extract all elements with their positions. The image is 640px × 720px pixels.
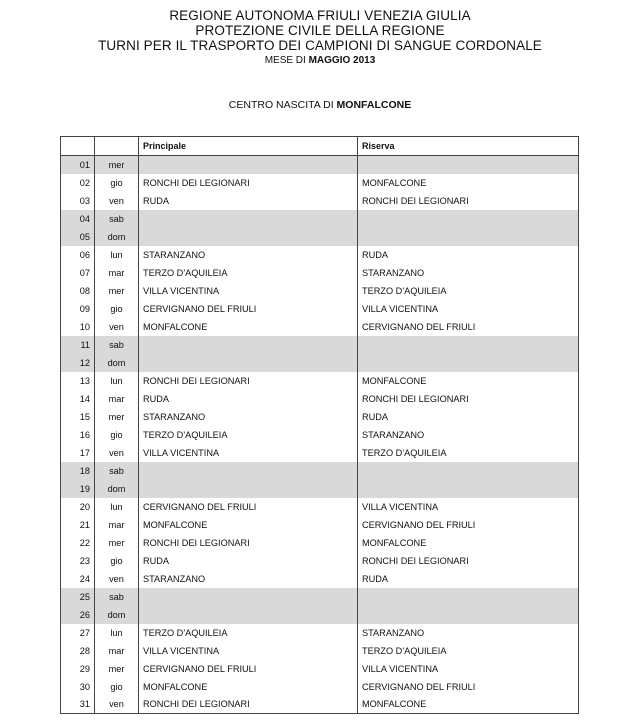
table-row (61, 156, 579, 174)
table-row (61, 228, 579, 246)
cell-date-number: 19 (61, 480, 95, 498)
cell-principale: VILLA VICENTINA (139, 282, 358, 300)
table-row (61, 264, 579, 282)
cell-weekday: lun (95, 246, 139, 264)
cell-date-number: 27 (61, 624, 95, 642)
cell-date-number: 31 (61, 696, 95, 714)
table-row (61, 498, 579, 516)
cell-date-number: 17 (61, 444, 95, 462)
cell-riserva (358, 210, 579, 228)
table-row (61, 282, 579, 300)
cell-riserva: STARANZANO (358, 264, 579, 282)
table-row (61, 696, 579, 714)
table-row (61, 660, 579, 678)
cell-date-number: 23 (61, 552, 95, 570)
table-row (61, 534, 579, 552)
cell-principale: CERVIGNANO DEL FRIULI (139, 498, 358, 516)
cell-principale: RUDA (139, 552, 358, 570)
header-civil-protection: PROTEZIONE CIVILE DELLA REGIONE (195, 23, 445, 38)
table-row (61, 174, 579, 192)
table-body (61, 156, 579, 714)
cell-principale: TERZO D'AQUILEIA (139, 426, 358, 444)
cell-date-number: 30 (61, 678, 95, 696)
cell-principale: TERZO D'AQUILEIA (139, 264, 358, 282)
cell-riserva: VILLA VICENTINA (358, 498, 579, 516)
cell-principale (139, 606, 358, 624)
cell-weekday: gio (95, 678, 139, 696)
table-row (61, 462, 579, 480)
cell-weekday: mer (95, 534, 139, 552)
cell-riserva: TERZO D'AQUILEIA (358, 444, 579, 462)
cell-weekday: mer (95, 660, 139, 678)
table-row (61, 552, 579, 570)
cell-riserva: STARANZANO (358, 624, 579, 642)
cell-principale: MONFALCONE (139, 516, 358, 534)
month-value: MAGGIO 2013 (308, 55, 376, 66)
cell-weekday: dom (95, 354, 139, 372)
table-row (61, 300, 579, 318)
cell-date-number: 11 (61, 336, 95, 354)
cell-weekday: dom (95, 228, 139, 246)
cell-riserva (358, 228, 579, 246)
col-header-date (61, 137, 95, 156)
cell-principale: RONCHI DEI LEGIONARI (139, 696, 358, 714)
header-month (0, 54, 640, 67)
cell-weekday: lun (95, 498, 139, 516)
cell-date-number: 02 (61, 174, 95, 192)
col-header-riserva: Riserva (358, 137, 579, 156)
cell-weekday: gio (95, 174, 139, 192)
cell-riserva: RUDA (358, 570, 579, 588)
cell-weekday: sab (95, 588, 139, 606)
cell-date-number: 28 (61, 642, 95, 660)
month-prefix: MESE DI (264, 55, 309, 66)
cell-riserva: CERVIGNANO DEL FRIULI (358, 678, 579, 696)
cell-date-number: 24 (61, 570, 95, 588)
table-row (61, 678, 579, 696)
cell-weekday: dom (95, 606, 139, 624)
table-row (61, 372, 579, 390)
cell-weekday: lun (95, 372, 139, 390)
cell-riserva: MONFALCONE (358, 696, 579, 714)
cell-date-number: 15 (61, 408, 95, 426)
shift-table (60, 136, 579, 714)
cell-date-number: 12 (61, 354, 95, 372)
cell-principale (139, 354, 358, 372)
cell-date-number: 16 (61, 426, 95, 444)
table-row (61, 354, 579, 372)
cell-principale: RUDA (139, 192, 358, 210)
cell-principale (139, 480, 358, 498)
table-row (61, 480, 579, 498)
cell-riserva: MONFALCONE (358, 372, 579, 390)
cell-principale (139, 462, 358, 480)
table-row (61, 210, 579, 228)
birth-center-title (0, 99, 640, 111)
cell-weekday: mer (95, 408, 139, 426)
table-row (61, 408, 579, 426)
cell-date-number: 20 (61, 498, 95, 516)
center-name: MONFALCONE (336, 99, 412, 111)
cell-weekday: mar (95, 642, 139, 660)
center-prefix: CENTRO NASCITA DI (228, 99, 337, 111)
cell-principale (139, 588, 358, 606)
table-row (61, 624, 579, 642)
table-row (61, 516, 579, 534)
cell-weekday: mar (95, 264, 139, 282)
table-header-row (61, 137, 579, 156)
cell-principale: STARANZANO (139, 408, 358, 426)
cell-principale (139, 210, 358, 228)
cell-principale: RONCHI DEI LEGIONARI (139, 174, 358, 192)
cell-riserva (358, 606, 579, 624)
cell-principale: CERVIGNANO DEL FRIULI (139, 300, 358, 318)
cell-principale: RUDA (139, 390, 358, 408)
cell-weekday: sab (95, 210, 139, 228)
cell-principale: RONCHI DEI LEGIONARI (139, 372, 358, 390)
cell-date-number: 29 (61, 660, 95, 678)
cell-riserva: RONCHI DEI LEGIONARI (358, 192, 579, 210)
cell-riserva: STARANZANO (358, 426, 579, 444)
table-row (61, 318, 579, 336)
table-row (61, 192, 579, 210)
cell-date-number: 13 (61, 372, 95, 390)
cell-date-number: 25 (61, 588, 95, 606)
cell-riserva (358, 480, 579, 498)
cell-weekday: ven (95, 696, 139, 714)
cell-date-number: 09 (61, 300, 95, 318)
cell-date-number: 05 (61, 228, 95, 246)
cell-weekday: dom (95, 480, 139, 498)
cell-weekday: sab (95, 462, 139, 480)
table-row (61, 588, 579, 606)
cell-riserva (358, 156, 579, 174)
cell-riserva: RUDA (358, 408, 579, 426)
cell-riserva (358, 354, 579, 372)
cell-principale: MONFALCONE (139, 678, 358, 696)
header-title: TURNI PER IL TRASPORTO DEI CAMPIONI DI SANGUE CORDONALE (98, 38, 542, 53)
cell-principale: RONCHI DEI LEGIONARI (139, 534, 358, 552)
cell-riserva: MONFALCONE (358, 174, 579, 192)
cell-weekday: ven (95, 570, 139, 588)
cell-riserva (358, 462, 579, 480)
cell-date-number: 08 (61, 282, 95, 300)
cell-riserva: TERZO D'AQUILEIA (358, 282, 579, 300)
cell-riserva (358, 588, 579, 606)
cell-weekday: ven (95, 444, 139, 462)
cell-weekday: sab (95, 336, 139, 354)
cell-principale: TERZO D'AQUILEIA (139, 624, 358, 642)
table-row (61, 336, 579, 354)
cell-date-number: 21 (61, 516, 95, 534)
cell-riserva: RONCHI DEI LEGIONARI (358, 390, 579, 408)
cell-riserva: MONFALCONE (358, 534, 579, 552)
cell-principale (139, 336, 358, 354)
cell-weekday: gio (95, 426, 139, 444)
cell-date-number: 06 (61, 246, 95, 264)
cell-weekday: gio (95, 552, 139, 570)
cell-principale: STARANZANO (139, 246, 358, 264)
cell-principale: CERVIGNANO DEL FRIULI (139, 660, 358, 678)
cell-date-number: 22 (61, 534, 95, 552)
cell-weekday: mar (95, 516, 139, 534)
cell-date-number: 07 (61, 264, 95, 282)
cell-weekday: lun (95, 624, 139, 642)
cell-weekday: mer (95, 282, 139, 300)
cell-principale (139, 228, 358, 246)
cell-weekday: mer (95, 156, 139, 174)
table-row (61, 246, 579, 264)
cell-date-number: 14 (61, 390, 95, 408)
cell-riserva: VILLA VICENTINA (358, 300, 579, 318)
header-region: REGIONE AUTONOMA FRIULI VENEZIA GIULIA (169, 8, 471, 23)
table-row (61, 426, 579, 444)
cell-principale (139, 156, 358, 174)
cell-principale: VILLA VICENTINA (139, 642, 358, 660)
cell-riserva: RUDA (358, 246, 579, 264)
cell-riserva (358, 336, 579, 354)
cell-riserva: TERZO D'AQUILEIA (358, 642, 579, 660)
cell-weekday: mar (95, 390, 139, 408)
cell-date-number: 03 (61, 192, 95, 210)
table-row (61, 606, 579, 624)
col-header-weekday (95, 137, 139, 156)
document-header (0, 8, 640, 67)
cell-date-number: 04 (61, 210, 95, 228)
cell-date-number: 01 (61, 156, 95, 174)
cell-date-number: 18 (61, 462, 95, 480)
cell-date-number: 26 (61, 606, 95, 624)
cell-principale: STARANZANO (139, 570, 358, 588)
table-row (61, 570, 579, 588)
cell-date-number: 10 (61, 318, 95, 336)
col-header-principale: Principale (139, 137, 358, 156)
cell-weekday: ven (95, 192, 139, 210)
cell-riserva: CERVIGNANO DEL FRIULI (358, 318, 579, 336)
table-row (61, 444, 579, 462)
cell-weekday: gio (95, 300, 139, 318)
cell-riserva: CERVIGNANO DEL FRIULI (358, 516, 579, 534)
cell-riserva: RONCHI DEI LEGIONARI (358, 552, 579, 570)
cell-principale: MONFALCONE (139, 318, 358, 336)
cell-principale: VILLA VICENTINA (139, 444, 358, 462)
cell-weekday: ven (95, 318, 139, 336)
table-row (61, 390, 579, 408)
table-row (61, 642, 579, 660)
cell-riserva: VILLA VICENTINA (358, 660, 579, 678)
